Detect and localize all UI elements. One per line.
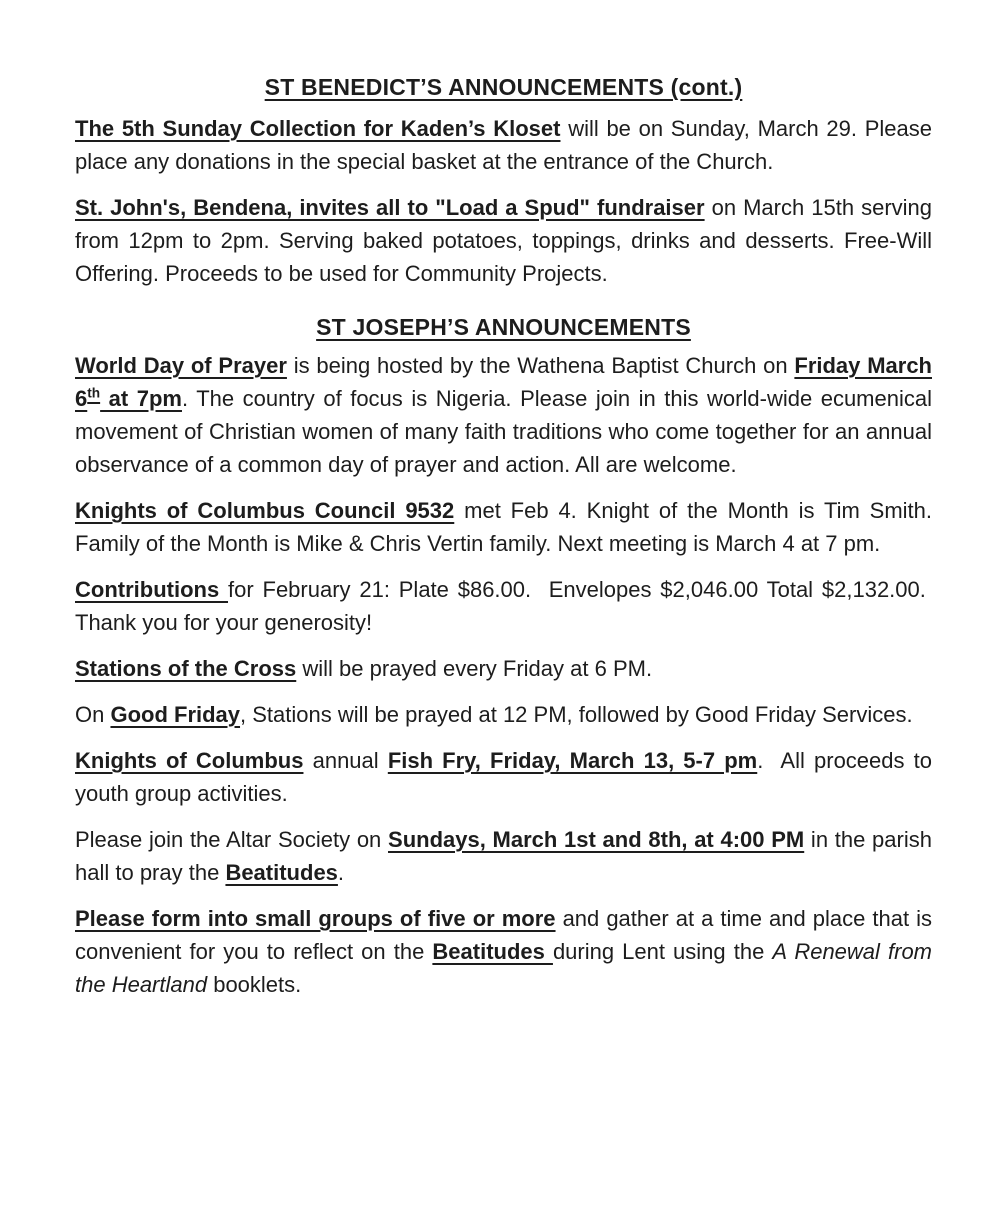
text-segment: and gather at a time and place that is convenient for you to reflect on the bbox=[75, 906, 933, 964]
announcement-stations-of-the-cross bbox=[75, 652, 932, 685]
text-segment: will be prayed every Friday at 6 PM. bbox=[296, 656, 653, 681]
text-segment: Knights of Columbus bbox=[75, 748, 304, 773]
text-segment: World Day of Prayer bbox=[75, 353, 287, 378]
text-segment: St. John's, Bendena, invites all to "Load a Spud" fundraiser bbox=[75, 195, 705, 220]
text-segment: Friday March 6 bbox=[75, 353, 932, 411]
text-segment: Contributions bbox=[75, 577, 229, 602]
text-segment: annual bbox=[303, 748, 388, 773]
text-segment: . The country of focus is Nigeria. Please join in this world-wide ecumenical movement of Christian women of many faith traditions who come together for an annual observance of a common day of prayer and action. All are welcome. bbox=[75, 386, 932, 477]
text-segment: on March 15th serving from 12pm to 2pm. Serving baked potatoes, toppings, drinks and desserts. Free-Will Offering. Proceeds to be used for Community Projects. bbox=[75, 195, 933, 286]
text-segment: On bbox=[75, 702, 111, 727]
section-heading-st-josephs bbox=[75, 311, 932, 344]
announcement-contributions bbox=[75, 573, 932, 639]
text-segment: at 7pm bbox=[100, 386, 182, 411]
text-segment: Fish Fry, Friday, March 13, 5-7 pm bbox=[387, 748, 758, 773]
text-segment: is being hosted by the Wathena Baptist Church on bbox=[286, 353, 795, 378]
text-segment: . bbox=[337, 860, 345, 885]
text-segment: . All proceeds to youth group activities. bbox=[75, 748, 932, 806]
text-segment: Beatitudes bbox=[432, 939, 553, 964]
announcement-world-day-of-prayer bbox=[75, 349, 932, 481]
text-segment: in the parish hall to pray the bbox=[75, 827, 932, 885]
text-segment: Beatitudes bbox=[225, 860, 338, 885]
text-segment: will be on Sunday, March 29. Please place any donations in the special basket at the entrance of the Church. bbox=[75, 116, 932, 174]
text-segment: , Stations will be prayed at 12 PM, followed by Good Friday Services. bbox=[240, 702, 913, 727]
text-segment: Knights of Columbus Council 9532 bbox=[75, 498, 455, 523]
text-segment: Stations of the Cross bbox=[75, 656, 297, 681]
announcement-good-friday bbox=[75, 698, 932, 731]
superscript-text: th bbox=[87, 385, 101, 401]
announcement-small-groups-lent bbox=[75, 902, 932, 1001]
text-segment: The 5th Sunday Collection for Kaden’s Kloset bbox=[75, 116, 561, 141]
text-segment: for February 21: Plate $86.00. Envelopes $2,046.00 Total $2,132.00. Thank you for your generosity! bbox=[75, 577, 932, 635]
text-segment: Please form into small groups of five or more bbox=[75, 906, 556, 931]
section-heading-st-benedicts bbox=[75, 71, 932, 104]
announcement-altar-society-beatitudes bbox=[75, 823, 932, 889]
announcement-load-a-spud-fundraiser bbox=[75, 191, 932, 290]
announcement-fish-fry bbox=[75, 744, 932, 810]
announcement-5th-sunday-collection bbox=[75, 112, 932, 178]
booklet-title-text: A Renewal from the Heartland bbox=[75, 939, 932, 997]
text-segment: Good Friday bbox=[110, 702, 241, 727]
text-segment: met Feb 4. Knight of the Month is Tim Smith. Family of the Month is Mike & Chris Vertin family. Next meeting is March 4 at 7 pm. bbox=[75, 498, 932, 556]
section-heading-text: ST JOSEPH’S ANNOUNCEMENTS bbox=[316, 314, 691, 340]
text-segment: during Lent using the bbox=[552, 939, 773, 964]
text-segment: Sundays, March 1st and 8th, at 4:00 PM bbox=[388, 827, 805, 852]
announcement-knights-of-columbus-council bbox=[75, 494, 932, 560]
section-heading-text: ST BENEDICT’S ANNOUNCEMENTS (cont.) bbox=[264, 74, 743, 100]
text-segment: booklets. bbox=[207, 972, 302, 997]
text-segment: Please join the Altar Society on bbox=[75, 827, 389, 852]
